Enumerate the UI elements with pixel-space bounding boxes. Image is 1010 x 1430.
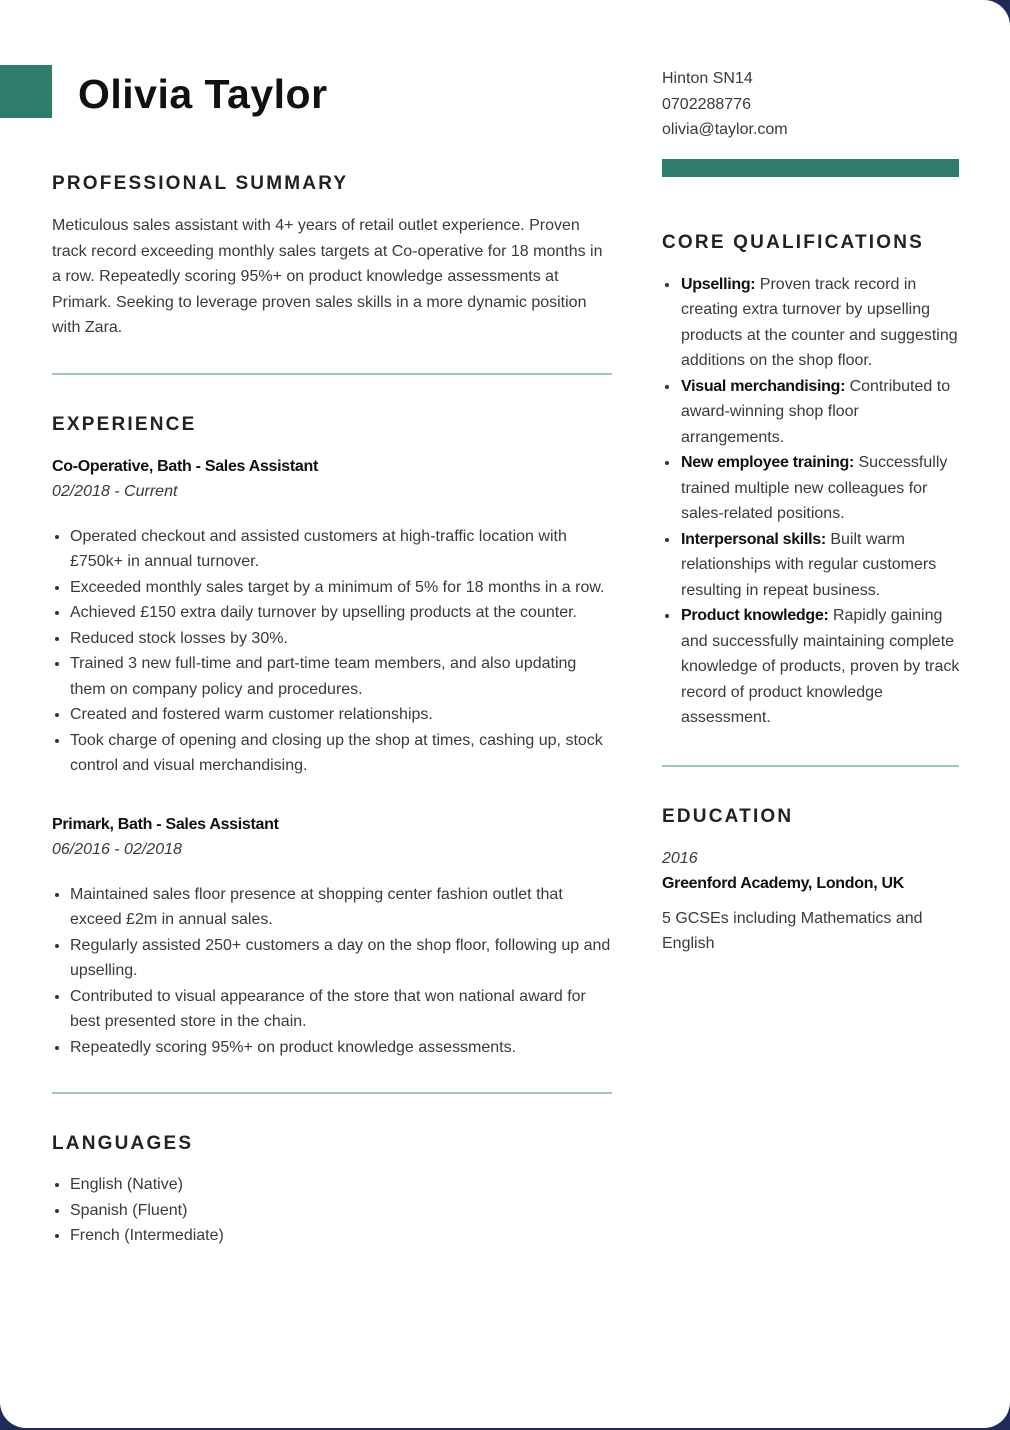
contact-address: Hinton SN14 — [662, 70, 753, 87]
list-item: Spanish (Fluent) — [52, 1198, 612, 1224]
list-item: French (Intermediate) — [52, 1223, 612, 1249]
qualifications-list — [662, 272, 960, 731]
languages-heading: LANGUAGES — [52, 1133, 194, 1154]
list-item: Achieved £150 extra daily turnover by upselling products at the counter. — [52, 600, 612, 626]
qualification-text: Built warm relationships with regular customers resulting in repeat business. — [681, 530, 937, 599]
list-item — [662, 450, 960, 527]
list-item — [662, 603, 960, 731]
job-dates: 06/2016 - 02/2018 — [52, 840, 182, 858]
list-item: Reduced stock losses by 30%. — [52, 626, 612, 652]
qualification-label: Interpersonal skills: — [681, 530, 826, 548]
list-item: Contributed to visual appearance of the store that won national award for best presented store in the chain. — [52, 984, 612, 1035]
job-title: Co-Operative, Bath - Sales Assistant — [52, 457, 319, 475]
list-item: Maintained sales floor presence at shopping center fashion outlet that exceed £2m in annual sales. — [52, 882, 612, 933]
contact-accent-bar — [662, 159, 959, 177]
education-section — [662, 803, 960, 957]
education-year: 2016 — [662, 849, 698, 867]
list-item — [662, 527, 960, 604]
list-item: English (Native) — [52, 1172, 612, 1198]
summary-text: Meticulous sales assistant with 4+ years of retail outlet experience. Proven track record exceeding monthly sales targets at Co-operative for 18 months in a row. Repeatedly scoring 95%+ on product knowledge assessments at Primark. Seeking to leverage proven sales skills in a more dynamic position with Zara. — [52, 217, 603, 336]
experience-heading: EXPERIENCE — [52, 413, 197, 435]
professional-summary-section — [52, 170, 612, 341]
list-item: Trained 3 new full-time and part-time team members, and also updating them on company policy and procedures. — [52, 651, 612, 702]
list-item: Exceeded monthly sales target by a minimum of 5% for 18 months in a row. — [52, 575, 612, 601]
contact-block — [662, 66, 960, 143]
qualification-label: Product knowledge: — [681, 607, 829, 624]
list-item: Operated checkout and assisted customers at high-traffic location with £750k+ in annual turnover. — [52, 524, 612, 575]
job-entry — [52, 454, 612, 779]
list-item — [662, 272, 960, 374]
main-column — [52, 170, 612, 1249]
qualification-text: Contributed to award-winning shop floor arrangements. — [681, 377, 951, 446]
header-accent-block — [0, 65, 52, 118]
section-divider — [52, 373, 612, 375]
qualification-text: Rapidly gaining and successfully maintaining complete knowledge of products, proven by track record of product knowledge assessment. — [681, 607, 960, 726]
job-dates: 02/2018 - Current — [52, 482, 178, 500]
experience-section — [52, 411, 612, 1061]
qualification-label: Visual merchandising: — [681, 377, 846, 395]
section-divider — [662, 765, 959, 767]
job-title: Primark, Bath - Sales Assistant — [52, 815, 279, 833]
list-item: Repeatedly scoring 95%+ on product knowledge assessments. — [52, 1035, 612, 1061]
qualifications-heading: CORE QUALIFICATIONS — [662, 231, 925, 253]
summary-heading: PROFESSIONAL SUMMARY — [52, 173, 349, 194]
education-details: 5 GCSEs including Mathematics and English — [662, 909, 923, 952]
qualification-label: Upselling: — [681, 275, 756, 293]
contact-phone: 0702288776 — [662, 95, 751, 113]
section-divider — [52, 1092, 612, 1094]
list-item: Regularly assisted 250+ customers a day on the shop floor, following up and upselling. — [52, 933, 612, 984]
qualification-text: Successfully trained multiple new colleagues for sales-related positions. — [681, 454, 948, 522]
education-school: Greenford Academy, London, UK — [662, 874, 904, 892]
job-bullets — [52, 524, 612, 779]
list-item — [662, 374, 960, 451]
side-column — [662, 66, 960, 957]
education-heading: EDUCATION — [662, 805, 794, 827]
qualification-text: Proven track record in creating extra turnover by upselling products at the counter and suggesting additions on the shop floor. — [681, 275, 958, 369]
list-item: Created and fostered warm customer relationships. — [52, 702, 612, 728]
list-item: Took charge of opening and closing up the shop at times, cashing up, stock control and visual merchandising. — [52, 728, 612, 779]
contact-email: olivia@taylor.com — [662, 121, 788, 138]
job-entry — [52, 812, 612, 1061]
languages-list — [52, 1172, 612, 1249]
job-bullets — [52, 882, 612, 1061]
qualification-label: New employee training: — [681, 454, 854, 471]
candidate-name: Olivia Taylor — [78, 71, 328, 117]
core-qualifications-section — [662, 229, 960, 731]
languages-section — [52, 1130, 612, 1249]
